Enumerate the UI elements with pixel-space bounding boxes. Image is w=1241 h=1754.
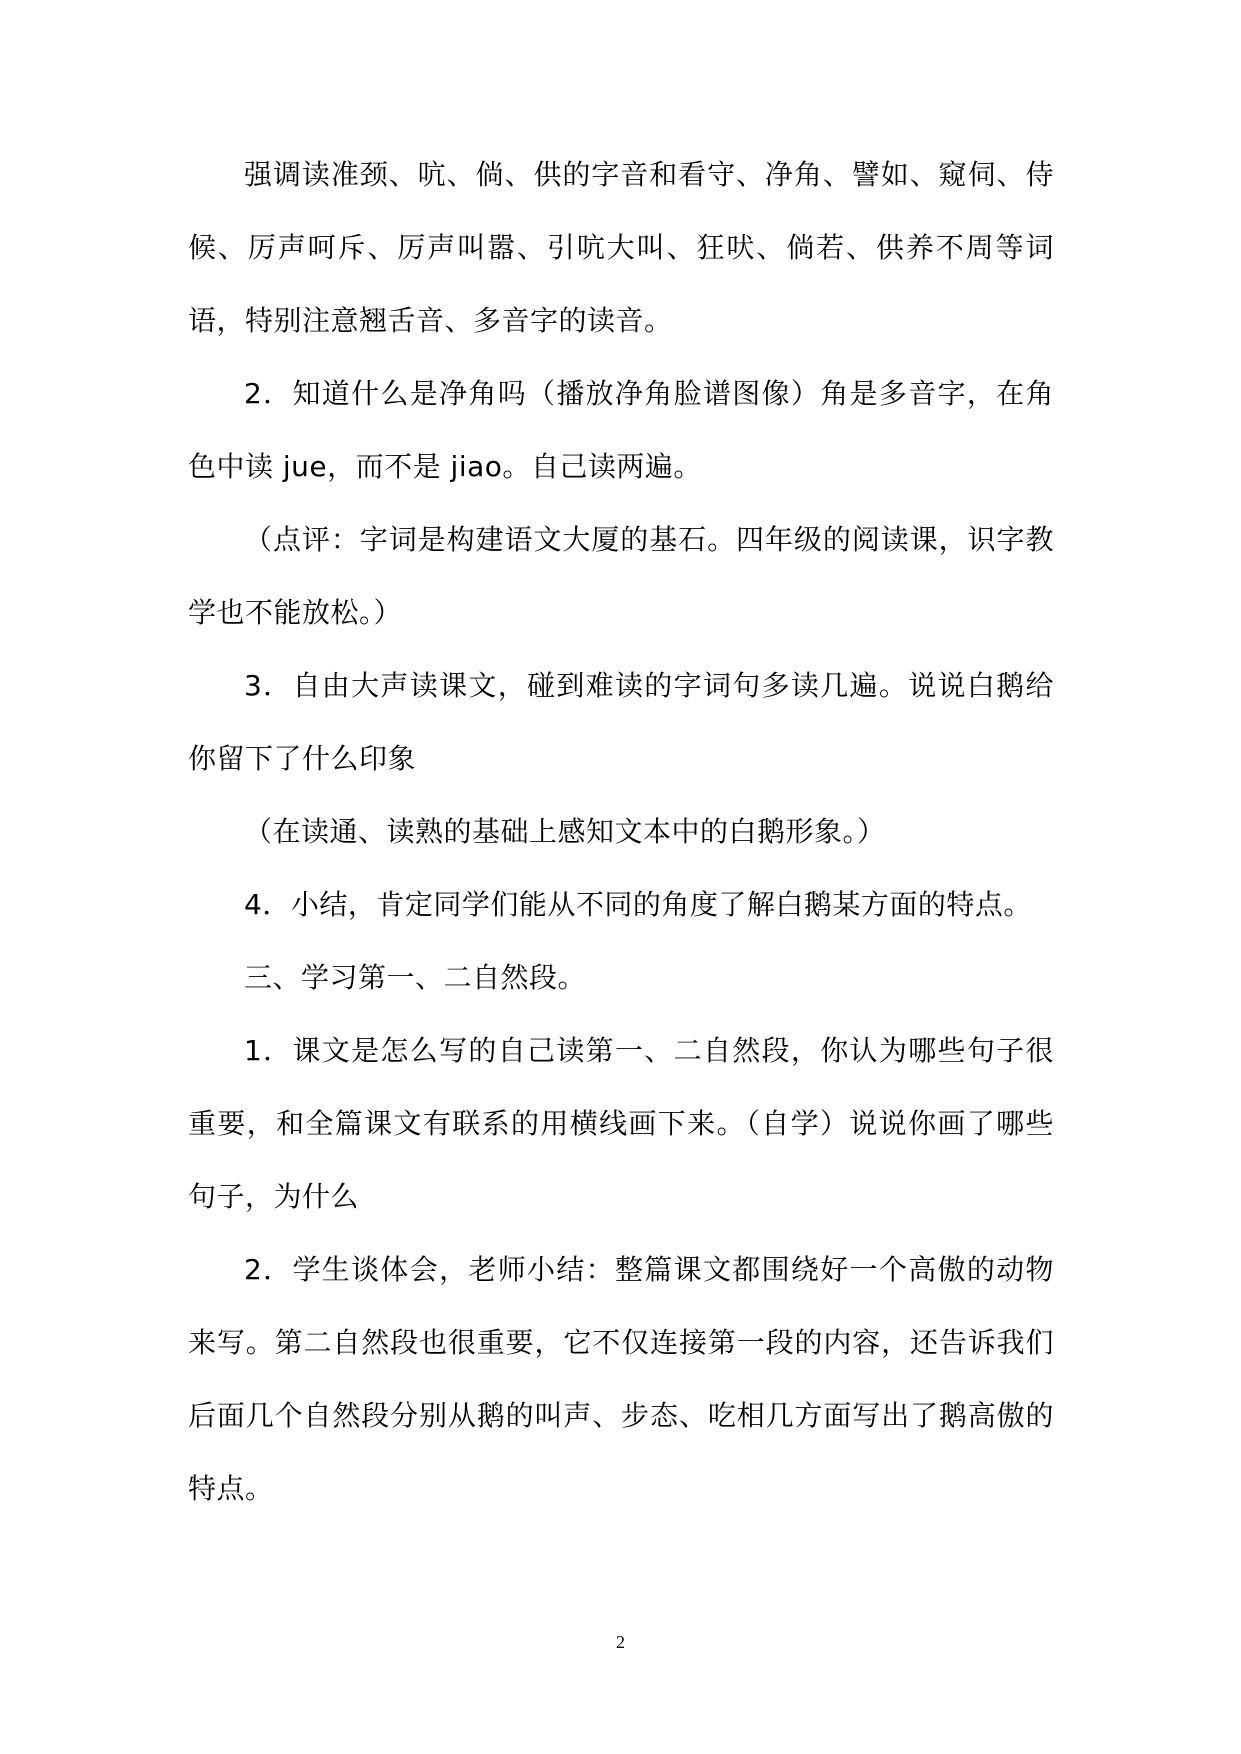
paragraph-step-4-summary: 4．小结，肯定同学们能从不同的角度了解白鹅某方面的特点。 xyxy=(244,888,1032,921)
paragraph-step-3-read-aloud: 3．自由大声读课文，碰到难读的字词句多读几遍。说说白鹅给你留下了什么印象 xyxy=(188,669,1054,775)
section-heading-part-3: 三、学习第一、二自然段。 xyxy=(244,961,587,994)
page-number: 2 xyxy=(616,1632,625,1652)
paragraph-comment-vocabulary: （点评：字词是构建语文大厦的基石。四年级的阅读课，识字教学也不能放松。） xyxy=(188,523,1054,629)
paragraph-note-white-goose-image: （在读通、读熟的基础上感知文本中的白鹅形象。） xyxy=(244,815,886,848)
paragraph-part-3-step-2: 2．学生谈体会，老师小结：整篇课文都围绕好一个高傲的动物来写。第二自然段也很重要，它不仅连接第一段的内容，还告诉我们后面几个自然段分别从鹅的叫声、步态、吃相几方面写出了鹅高傲的特点。 xyxy=(188,1253,1054,1505)
paragraph-step-2-jingjue: 2．知道什么是净角吗（播放净角脸谱图像）角是多音字，在角色中读 jue，而不是 jiao。自己读两遍。 xyxy=(188,377,1054,483)
paragraph-part-3-step-1: 1．课文是怎么写的自己读第一、二自然段，你认为哪些句子很重要，和全篇课文有联系的用横线画下来。（自学）说说你画了哪些句子，为什么 xyxy=(188,1034,1054,1213)
paragraph-reading-emphasis: 强调读准颈、吭、倘、供的字音和看守、净角、譬如、窥伺、侍候、厉声呵斥、厉声叫嚣、引吭大叫、狂吠、倘若、供养不周等词语，特别注意翘舌音、多音字的读音。 xyxy=(188,158,1054,337)
body-text xyxy=(188,138,1054,1525)
